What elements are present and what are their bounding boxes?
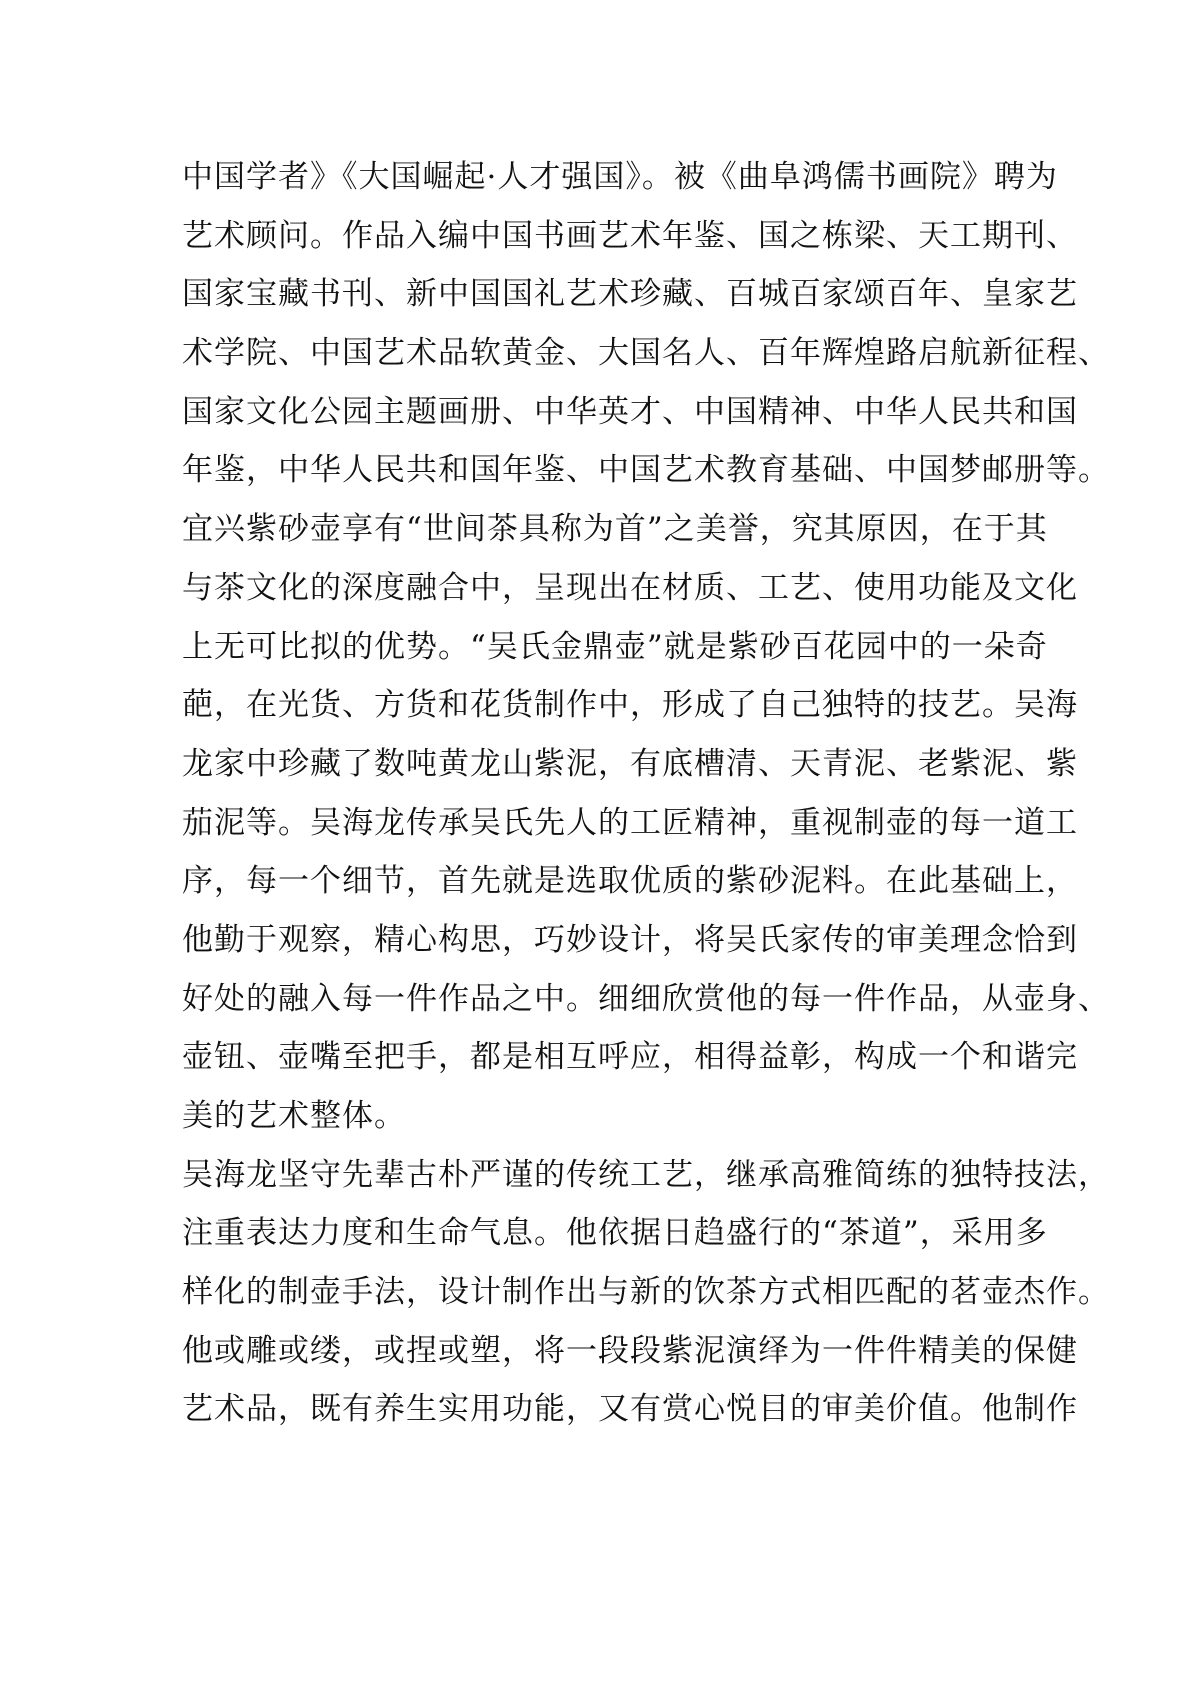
text-line: 茄泥等。吴海龙传承吴氏先人的工匠精神，重视制壶的每一道工	[182, 804, 1078, 841]
text-line: 壶钮、壶嘴至把手，都是相互呼应，相得益彰，构成一个和谐完	[182, 1039, 1078, 1076]
document-body	[182, 148, 1110, 1439]
text-line: 葩，在光货、方货和花货制作中，形成了自己独特的技艺。吴海	[182, 687, 1078, 724]
text-line: 他勤于观察，精心构思，巧妙设计，将吴氏家传的审美理念恰到	[182, 921, 1078, 958]
text-line: 注重表达力度和生命气息。他依据日趋盛行的“茶道”，采用多	[182, 1215, 1048, 1252]
text-line: 宜兴紫砂壶享有“世间茶具称为首”之美誉，究其原因，在于其	[182, 511, 1048, 548]
text-line: 美的艺术整体。	[182, 1098, 406, 1134]
text-line: 序，每一个细节，首先就是选取优质的紫砂泥料。在此基础上，	[182, 863, 1078, 900]
text-line: 他或雕或缕，或捏或塑，将一段段紫泥演绎为一件件精美的保健	[182, 1332, 1078, 1369]
text-line: 国家宝藏书刊、新中国国礼艺术珍藏、百城百家颂百年、皇家艺	[182, 276, 1078, 313]
text-line: 上无可比拟的优势。“吴氏金鼎壶”就是紫砂百花园中的一朵奇	[182, 628, 1048, 665]
text-line: 艺术顾问。作品入编中国书画艺术年鉴、国之栋梁、天工期刊、	[182, 217, 1078, 254]
text-line: 龙家中珍藏了数吨黄龙山紫泥，有底槽清、天青泥、老紫泥、紫	[182, 745, 1078, 782]
text-line: 好处的融入每一件作品之中。细细欣赏他的每一件作品，从壶身、	[182, 980, 1110, 1017]
text-line: 中国学者》《大国崛起·人才强国》。被《曲阜鸿儒书画院》聘为	[182, 159, 1058, 195]
text-line: 年鉴，中华人民共和国年鉴、中国艺术教育基础、中国梦邮册等。	[182, 452, 1110, 489]
text-line: 与茶文化的深度融合中，呈现出在材质、工艺、使用功能及文化	[182, 569, 1078, 606]
text-line: 国家文化公园主题画册、中华英才、中国精神、中华人民共和国	[182, 393, 1078, 430]
text-line: 术学院、中国艺术品软黄金、大国名人、百年辉煌路启航新征程、	[182, 335, 1110, 372]
text-line: 样化的制壶手法，设计制作出与新的饮茶方式相匹配的茗壶杰作。	[182, 1274, 1110, 1311]
text-line: 吴海龙坚守先辈古朴严谨的传统工艺，继承高雅简练的独特技法，	[182, 1156, 1110, 1193]
text-line: 艺术品，既有养生实用功能，又有赏心悦目的审美价值。他制作	[182, 1391, 1078, 1428]
